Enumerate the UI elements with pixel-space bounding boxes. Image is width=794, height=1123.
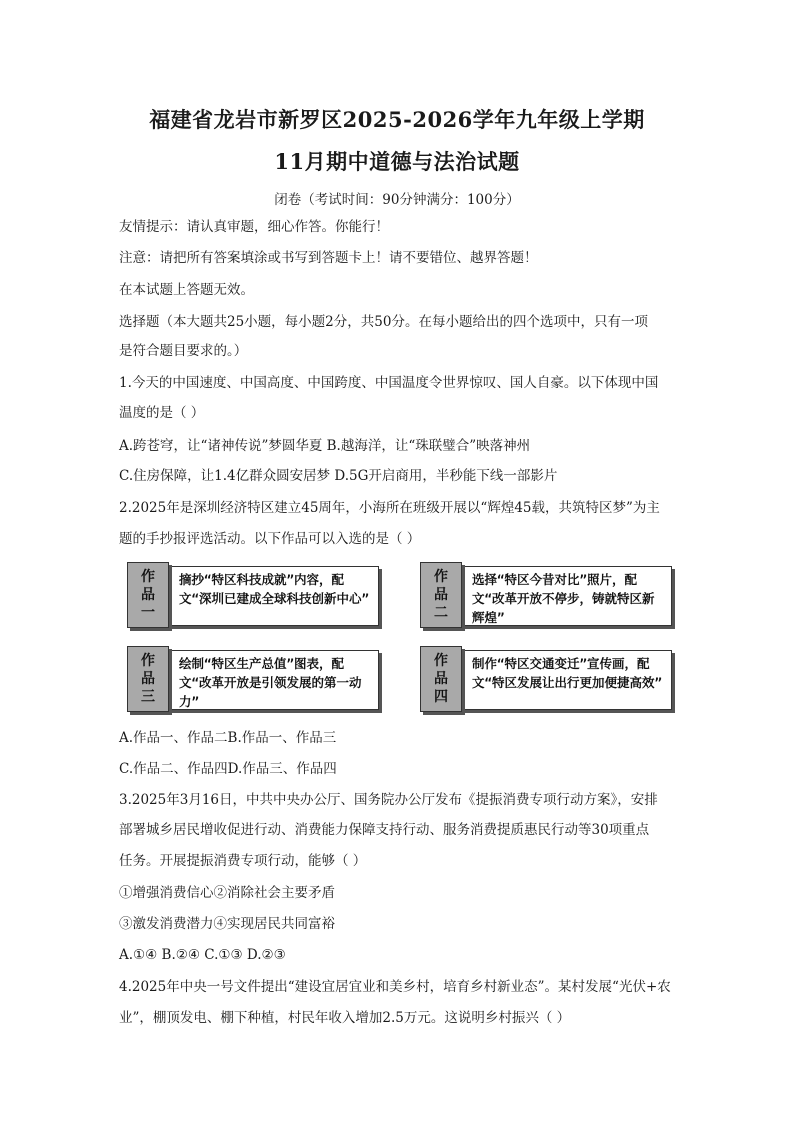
section-instructions-line2: 是符合题目要求的。）: [119, 343, 248, 359]
q2-options-ab: A.作品一、作品二B.作品一、作品三: [119, 730, 337, 746]
q3-stem-line2: 部署城乡居民增收促进行动、消费能力保障支持行动、服务消费提质惠民行动等30项重点: [119, 822, 650, 838]
q1-stem-line2: 温度的是（ ）: [119, 405, 205, 421]
work-text-4: 制作“特区交通变迁”宣传画，配文“特区发展让出行更加便捷高效”: [472, 656, 663, 690]
q3-stem-line3: 任务。开展提振消费专项行动，能够（ ）: [119, 853, 367, 869]
q2-stem-line2: 题的手抄报评选活动。以下作品可以入选的是（ ）: [119, 531, 421, 547]
q3-items-12: ①增强消费信心②消除社会主要矛盾: [119, 885, 335, 901]
exam-title-line1: 福建省龙岩市新罗区2025-2026学年九年级上学期: [149, 107, 645, 132]
q1-options-cd: C.住房保障，让1.4亿群众圆安居梦 D.5G开启商用，半秒能下线一部影片: [119, 468, 558, 484]
q1-options-ab: A.跨苍穹，让“诸神传说”梦圆华夏 B.越海洋，让“珠联璧合”映落神州: [119, 438, 531, 454]
q3-stem-line1: 3.2025年3月16日，中共中央办公厅、国务院办公厅发布《提振消费专项行动方案》，安排: [119, 792, 658, 808]
invalid-note: 在本试题上答题无效。: [119, 282, 254, 298]
q4-stem-line2: 业”，棚顶发电、棚下种植，村民年收入增加2.5万元。这说明乡村振兴（ ）: [119, 1010, 571, 1026]
work-tag-3: 作 品 三: [127, 646, 169, 712]
work-tag-4: 作 品 四: [420, 646, 462, 712]
work-text-1: 摘抄“特区科技成就”内容，配文“深圳已建成全球科技创新中心”: [179, 572, 370, 606]
q3-items-34: ③激发消费潜力④实现居民共同富裕: [119, 916, 335, 932]
section-instructions-line1: 选择题（本大题共25小题，每小题2分，共50分。在每小题给出的四个选项中，只有一项: [119, 314, 648, 330]
work-box-1: [127, 562, 379, 630]
work-box-2: [420, 562, 672, 630]
q2-options-cd: C.作品二、作品四D.作品三、作品四: [119, 761, 337, 777]
q1-stem-line1: 1.今天的中国速度、中国高度、中国跨度、中国温度令世界惊叹、国人自豪。以下体现中国: [119, 375, 659, 391]
q3-options: A.①④ B.②④ C.①③ D.②③: [119, 947, 286, 963]
attention-note: 注意：请把所有答案填涂或书写到答题卡上！请不要错位、越界答题！: [119, 250, 538, 266]
work-box-4: [420, 646, 672, 714]
work-tag-1: 作 品 一: [127, 562, 169, 628]
exam-subtitle: 闭卷（考试时间：90分钟满分：100分）: [274, 192, 520, 208]
work-text-2: 选择“特区今昔对比”照片，配文“改革开放不停步，铸就特区新辉煌”: [472, 572, 655, 625]
work-tag-2: 作 品 二: [420, 562, 462, 628]
q4-stem-line1: 4.2025年中央一号文件提出“建设宜居宜业和美乡村，培育乡村新业态”。某村发展“光伏+农: [119, 979, 671, 995]
work-box-3: [127, 646, 379, 714]
exam-title-line2: 11月期中道德与法治试题: [274, 149, 520, 174]
q2-stem-line1: 2.2025年是深圳经济特区建立45周年，小海所在班级开展以“辉煌45载，共筑特区梦”为主: [119, 500, 660, 516]
work-text-3: 绘制“特区生产总值”图表，配文“改革开放是引领发展的第一动力”: [179, 656, 362, 709]
friendly-tip: 友情提示：请认真审题，细心作答。你能行！: [119, 219, 389, 235]
